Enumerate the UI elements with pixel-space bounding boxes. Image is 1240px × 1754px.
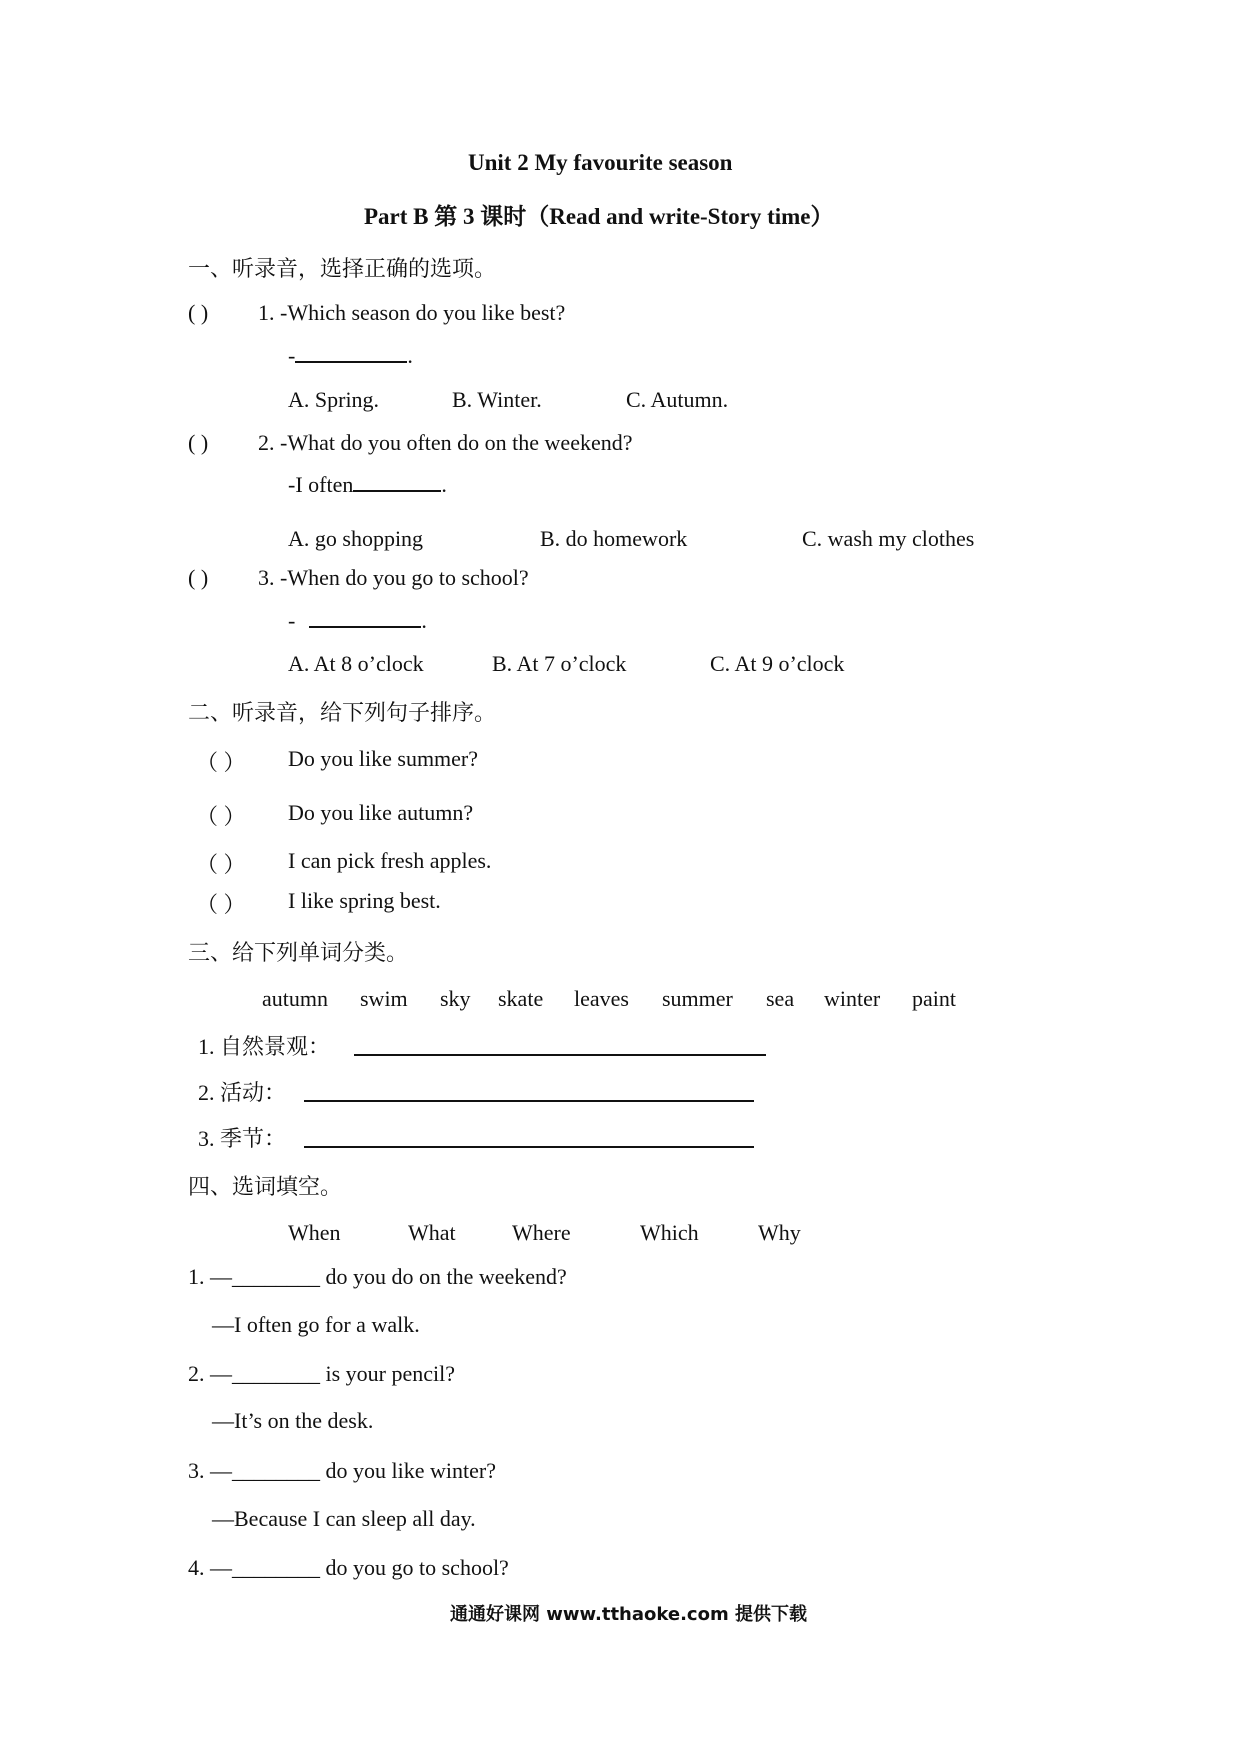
order-paren-2: （ ） xyxy=(196,804,246,829)
order-sentence-4: I like spring best. xyxy=(288,888,441,913)
page-subtitle: Part B 第 3 课时（Read and write-Story time） xyxy=(364,204,834,229)
q3-answer-suffix: . xyxy=(421,608,427,633)
section1-heading: 一、听录音，选择正确的选项。 xyxy=(188,256,497,281)
category-label-nature: 1. 自然景观： xyxy=(198,1034,331,1059)
q1-answer-prefix: - xyxy=(288,343,296,368)
q3-option-b: B. At 7 o’clock xyxy=(492,651,627,676)
q2-answer-suffix: . xyxy=(441,472,447,497)
q1-option-b: B. Winter. xyxy=(452,387,542,412)
order-paren-3: （ ） xyxy=(196,852,246,877)
q2-option-a: A. go shopping xyxy=(288,526,424,551)
word-bank-item: When xyxy=(288,1220,341,1245)
q2-option-b: B. do homework xyxy=(540,526,688,551)
word-bank-item: skate xyxy=(498,986,544,1011)
q3-option-a: A. At 8 o’clock xyxy=(288,651,424,676)
q2-option-c: C. wash my clothes xyxy=(802,526,975,551)
order-paren-4: （ ） xyxy=(196,892,246,917)
word-bank-item: What xyxy=(408,1220,456,1245)
order-sentence-2: Do you like autumn? xyxy=(288,800,474,825)
footer-source: 通通好课网 www.tthaoke.com 提供下载 xyxy=(450,1604,807,1625)
fill-question-1: 1. —________ do you do on the weekend? xyxy=(188,1264,567,1289)
category-answer-line-activity xyxy=(304,1100,754,1102)
q2-answer-prefix: -I often xyxy=(288,472,354,497)
page-title: Unit 2 My favourite season xyxy=(468,150,733,175)
q3-answer-paren: ( ) xyxy=(188,565,209,590)
word-bank-item: sea xyxy=(766,986,795,1011)
q1-prompt: 1. -Which season do you like best? xyxy=(258,300,566,325)
word-bank-item: Why xyxy=(758,1220,801,1245)
q1-answer-paren: ( ) xyxy=(188,300,209,325)
q2-blank xyxy=(353,472,441,492)
q1-answer-line xyxy=(288,343,413,369)
q2-answer-line xyxy=(288,472,447,498)
fill-question-4: 4. —________ do you go to school? xyxy=(188,1555,509,1580)
q1-option-c: C. Autumn. xyxy=(626,387,729,412)
word-bank-item: Which xyxy=(640,1220,699,1245)
q1-blank xyxy=(295,343,407,363)
q3-option-c: C. At 9 o’clock xyxy=(710,651,845,676)
q3-prompt: 3. -When do you go to school? xyxy=(258,565,529,590)
fill-question-2: 2. —________ is your pencil? xyxy=(188,1361,456,1386)
category-label-season: 3. 季节： xyxy=(198,1126,287,1151)
category-answer-line-nature xyxy=(354,1054,766,1056)
section3-heading: 三、给下列单词分类。 xyxy=(188,940,409,965)
q3-answer-prefix: - xyxy=(288,608,296,633)
order-paren-1: （ ） xyxy=(196,750,246,775)
word-bank-item: winter xyxy=(824,986,881,1011)
q3-blank xyxy=(309,608,421,628)
fill-answer-1: —I often go for a walk. xyxy=(212,1312,420,1337)
word-bank-item: Where xyxy=(512,1220,571,1245)
q3-answer-line xyxy=(288,608,427,634)
fill-answer-3: —Because I can sleep all day. xyxy=(212,1506,476,1531)
word-bank-item: paint xyxy=(912,986,956,1011)
fill-answer-2: —It’s on the desk. xyxy=(212,1408,374,1433)
section2-heading: 二、听录音，给下列句子排序。 xyxy=(188,700,497,725)
word-bank-item: sky xyxy=(440,986,471,1011)
order-sentence-1: Do you like summer? xyxy=(288,746,479,771)
fill-question-3: 3. —________ do you like winter? xyxy=(188,1458,496,1483)
word-bank-item: leaves xyxy=(574,986,629,1011)
category-answer-line-season xyxy=(304,1146,754,1148)
q1-answer-suffix: . xyxy=(407,343,413,368)
order-sentence-3: I can pick fresh apples. xyxy=(288,848,492,873)
category-label-activity: 2. 活动： xyxy=(198,1080,287,1105)
word-bank-item: autumn xyxy=(262,986,328,1011)
q2-prompt: 2. -What do you often do on the weekend? xyxy=(258,430,633,455)
word-bank-item: summer xyxy=(662,986,733,1011)
q2-answer-paren: ( ) xyxy=(188,430,209,455)
word-bank-item: swim xyxy=(360,986,408,1011)
section4-heading: 四、选词填空。 xyxy=(188,1174,343,1199)
q1-option-a: A. Spring. xyxy=(288,387,380,412)
